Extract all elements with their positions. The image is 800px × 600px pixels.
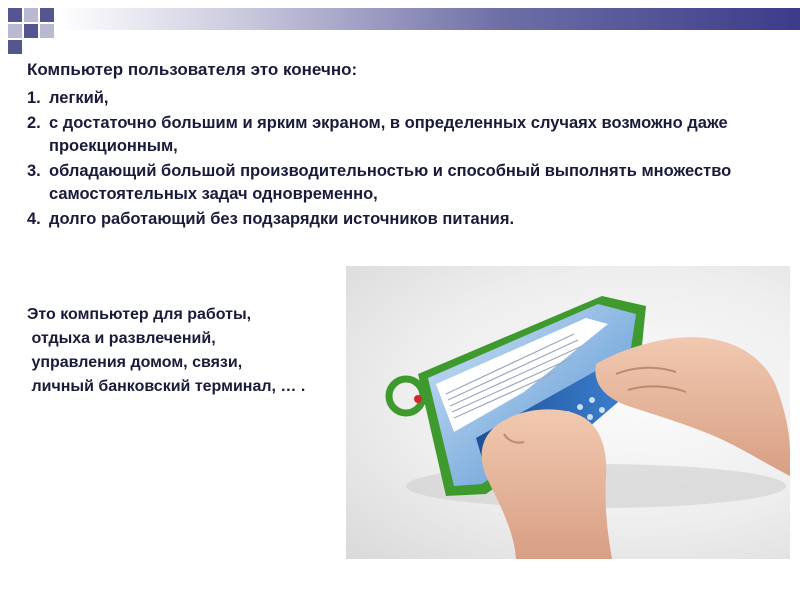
list-item-number: 2. <box>27 114 41 132</box>
list-item-text: долго работающий без подзарядки источников питания. <box>49 210 515 228</box>
tablet-photo <box>346 266 790 559</box>
slide-content <box>27 58 787 233</box>
list-item-number: 1. <box>27 89 41 107</box>
list-item-number: 3. <box>27 162 41 180</box>
list-item-text: обладающий большой производительностью и способный выполнять множество самостоятельных задач одновременно, <box>49 162 732 203</box>
header-gradient-bar <box>58 8 800 30</box>
list-item <box>27 112 787 158</box>
lower-text <box>27 303 305 399</box>
list-item <box>27 160 787 206</box>
tablet-illustration <box>346 266 790 559</box>
lower-text-line: личный банковский терминал, … . <box>27 378 306 395</box>
list-item <box>27 208 787 231</box>
list-item <box>27 87 787 110</box>
slide-title: Компьютер пользователя это конечно: <box>27 60 358 79</box>
list-item-text: с достаточно большим и ярким экраном, в определенных случаях возможно даже проекционным, <box>49 114 728 155</box>
lower-text-line: отдыха и развлечений, <box>27 330 216 347</box>
list-item-text: легкий, <box>49 89 109 107</box>
list-item-number: 4. <box>27 210 41 228</box>
lower-text-line: Это компьютер для работы, <box>27 306 252 323</box>
lower-text-line: управления домом, связи, <box>27 354 243 371</box>
